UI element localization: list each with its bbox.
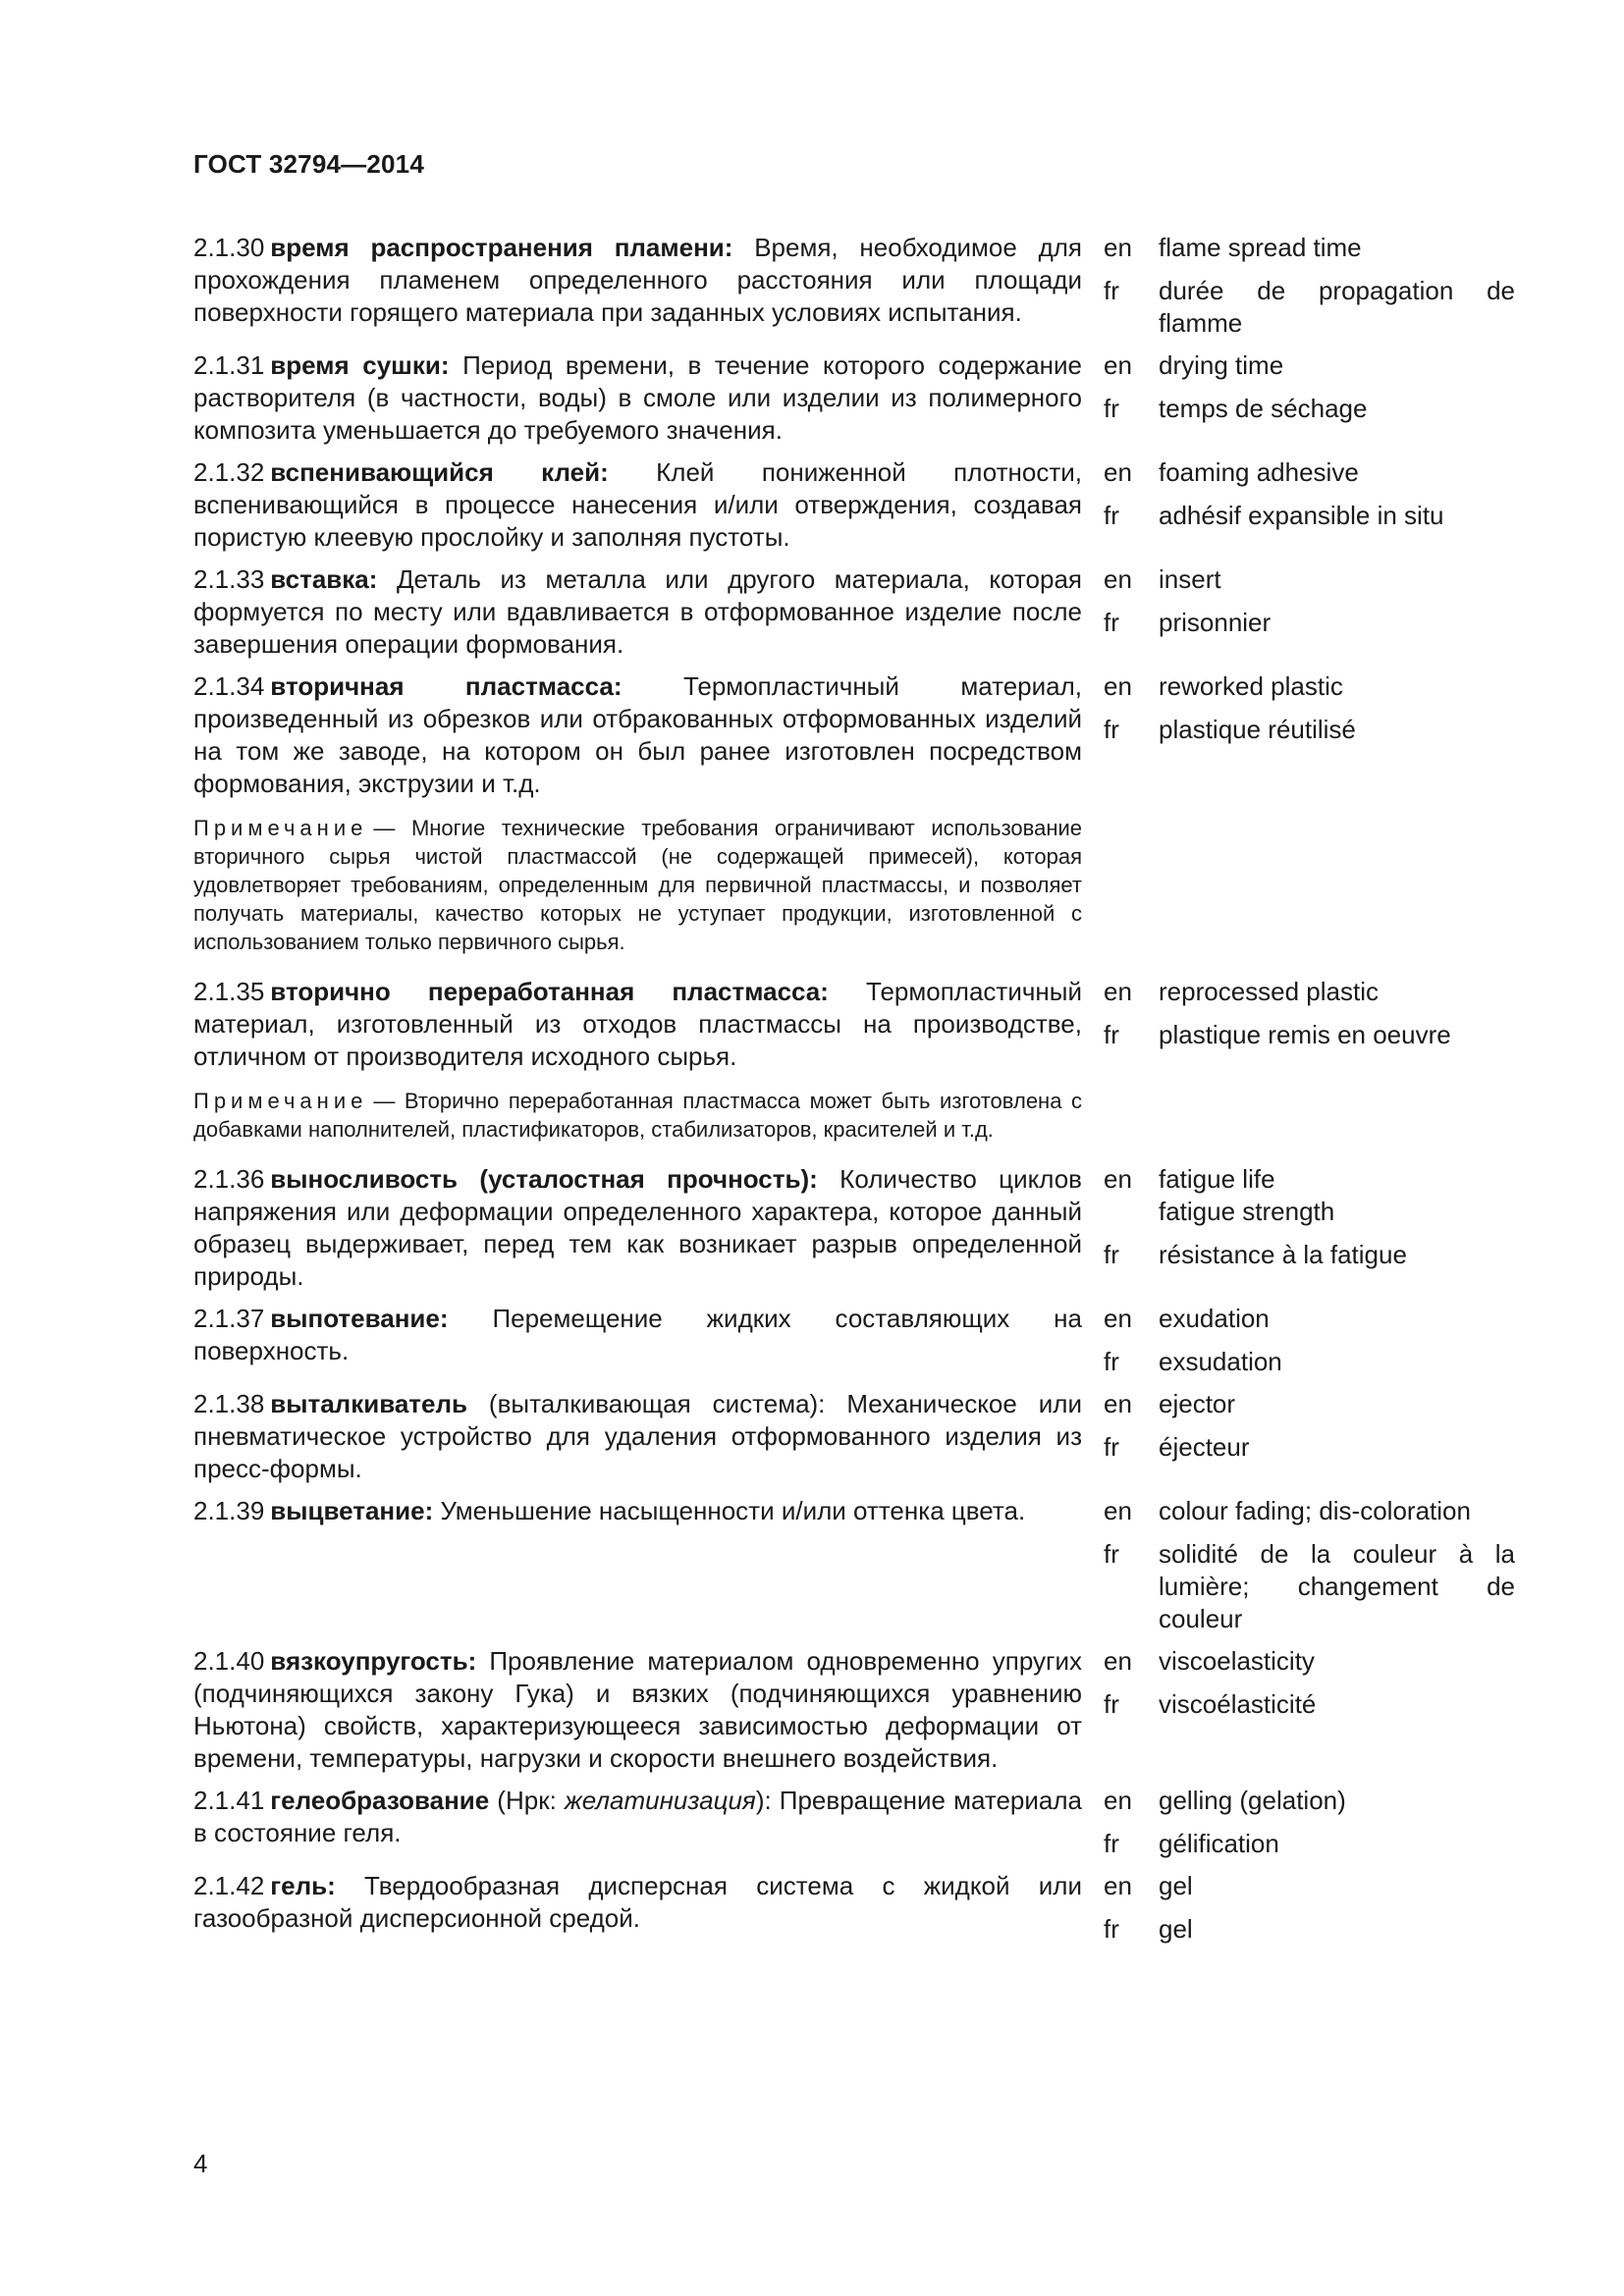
term-title: выпотевание: — [270, 1304, 449, 1333]
term-number: 2.1.39 — [193, 1496, 265, 1525]
term-text: Деталь из металла или другого материала, которая формуется по месту или вдавливается в отформованное изделие после завершения операции формования. — [193, 564, 1082, 659]
term-equivalents — [1104, 1870, 1515, 1946]
term-definition — [193, 1870, 1082, 1935]
term-definition — [193, 1303, 1082, 1367]
term-equivalents — [1104, 1785, 1515, 1860]
en-equivalent: en ejector — [1104, 1389, 1236, 1418]
term-equivalents — [1104, 456, 1515, 532]
en-equivalent: en exudation — [1104, 1304, 1270, 1333]
fr-equivalent: fr adhésif expansible in situ — [1104, 501, 1444, 530]
en-equivalent: en gel — [1104, 1871, 1193, 1900]
term-entry — [193, 1388, 1515, 1485]
term-title: вторично переработанная пластмасса: — [270, 977, 829, 1006]
fr-equivalent: fr plastique remis en oeuvre — [1104, 1020, 1451, 1049]
term-title: выцветание: — [270, 1496, 434, 1525]
term-number: 2.1.42 — [193, 1871, 265, 1900]
fr-equivalent: fr gel — [1104, 1914, 1193, 1944]
term-number: 2.1.31 — [193, 350, 265, 380]
en-equivalent: en fatigue life fatigue strength — [1104, 1164, 1335, 1226]
fr-equivalent: fr exsudation — [1104, 1347, 1282, 1376]
term-entry — [193, 349, 1515, 447]
term-definition — [193, 670, 1082, 800]
term-number: 2.1.34 — [193, 671, 265, 701]
term-equivalents — [1104, 1495, 1515, 1635]
term-title: вторичная пластмасса: — [270, 671, 623, 701]
term-equivalents — [1104, 563, 1515, 639]
en-equivalent: en drying time — [1104, 350, 1284, 380]
term-title: вспенивающийся клей: — [270, 457, 609, 487]
term-definition — [193, 1495, 1082, 1527]
term-equivalents — [1104, 976, 1515, 1051]
term-text: Твердообразная дисперсная система с жидкой или газообразной дисперсионной средой. — [193, 1871, 1082, 1933]
term-number: 2.1.30 — [193, 233, 265, 262]
fr-equivalent: fr résistance à la fatigue — [1104, 1240, 1407, 1269]
term-equivalents — [1104, 670, 1515, 746]
term-entry — [193, 1163, 1515, 1293]
term-definition — [193, 1388, 1082, 1485]
fr-equivalent: fr plastique réutilisé — [1104, 715, 1356, 744]
term-title: гель: — [270, 1871, 336, 1900]
term-number: 2.1.40 — [193, 1646, 265, 1676]
term-entry — [193, 1870, 1515, 1946]
term-equivalents — [1104, 232, 1515, 340]
term-equivalents — [1104, 1388, 1515, 1464]
term-title: выталкиватель — [270, 1389, 467, 1418]
term-title: вязкоупругость: — [270, 1646, 477, 1676]
term-definition — [193, 1163, 1082, 1293]
term-entry — [193, 456, 1515, 554]
term-text: Уменьшение насыщенности и/или оттенка цвета. — [433, 1496, 1026, 1525]
term-definition — [193, 1785, 1082, 1849]
en-equivalent: en foaming adhesive — [1104, 457, 1359, 487]
term-text: Время, необходимое для прохождения пламенем определенного расстояния или площади поверхности горящего материала при заданных условиях испытания. — [193, 233, 1082, 327]
term-note — [193, 814, 1082, 956]
page-number: 4 — [193, 2149, 208, 2178]
en-equivalent: en reworked plastic — [1104, 671, 1343, 701]
term-definition — [193, 232, 1082, 329]
term-entry — [193, 976, 1515, 1073]
term-text: Проявление материалом одновременно упругих (подчиняющихся закону Гука) и вязких (подчиняющихся уравнению Ньютона) свойств, характеризующееся зависимостью деформации от времени, температуры, нагрузки и скорости внешнего воздействия. — [193, 1646, 1082, 1773]
term-number: 2.1.36 — [193, 1164, 265, 1194]
term-text: Количество циклов напряжения или деформации определенного характера, которое данный образец выдерживает, перед тем как возникает разрыв определенной природы. — [193, 1164, 1082, 1291]
fr-equivalent: fr viscoélasticité — [1104, 1689, 1317, 1719]
term-equivalents — [1104, 1303, 1515, 1378]
term-text: Термопластичный материал, произведенный из обрезков или отбракованных отформованных изделий на том же заводе, на котором он был ранее изготовлен посредством формования, экструзии и т.д. — [193, 671, 1083, 798]
term-definition — [193, 456, 1082, 554]
note-text: — Многие технические требования ограничивают использование вторичного сырья чистой пластмассой (не содержащей примесей), которая удовлетворяет требованиям, определенным для первичной пластмассы, и позволяет получать материалы, качество которых не уступает продукции, изготовленной с использованием только первичного сырья. — [193, 816, 1082, 954]
fr-equivalent: fr temps de séchage — [1104, 394, 1368, 423]
term-title: гелеобразование — [270, 1786, 490, 1815]
term-title: вставка: — [270, 564, 378, 594]
en-equivalent: en gelling (gelation) — [1104, 1786, 1346, 1815]
term-title: выносливость (усталостная прочность): — [270, 1164, 818, 1194]
term-entry — [193, 232, 1515, 340]
fr-equivalent: fr prisonnier — [1104, 608, 1272, 637]
term-title: время распространения пламени: — [270, 233, 733, 262]
term-equivalents — [1104, 1645, 1515, 1721]
term-number: 2.1.33 — [193, 564, 265, 594]
term-number: 2.1.38 — [193, 1389, 265, 1418]
term-note — [193, 1087, 1082, 1144]
note-label: Примечание — [193, 1089, 368, 1113]
term-definition — [193, 563, 1082, 661]
note-label: Примечание — [193, 816, 368, 840]
term-entry — [193, 1303, 1515, 1378]
term-text: Клей пониженной плотности, вспенивающийся в процессе нанесения и/или отверждения, создавая пористую клеевую прослойку и заполняя пустоты. — [193, 457, 1082, 552]
term-entry — [193, 563, 1515, 661]
fr-equivalent: fr éjecteur — [1104, 1432, 1250, 1462]
document-header: ГОСТ 32794—2014 — [193, 149, 424, 179]
term-definition — [193, 349, 1082, 447]
fr-equivalent: fr solidité de la couleur à la lumière; changement de couleur — [1104, 1539, 1515, 1633]
fr-equivalent: fr durée de propagation de flamme — [1104, 276, 1515, 338]
term-entry — [193, 1495, 1515, 1635]
term-number: 2.1.35 — [193, 977, 265, 1006]
term-text: (выталкивающая система): Механическое или пневматическое устройство для удаления отформованного изделия из пресс-формы. — [193, 1389, 1082, 1483]
en-equivalent: en viscoelasticity — [1104, 1646, 1315, 1676]
term-text: Перемещение жидких составляющих на поверхность. — [193, 1304, 1082, 1365]
term-text: Термопластичный материал, изготовленный из отходов пластмассы на производстве, отличном от производителя исходного сырья. — [193, 977, 1082, 1071]
term-definition — [193, 976, 1082, 1073]
term-title: время сушки: — [270, 350, 450, 380]
en-equivalent: en insert — [1104, 564, 1221, 594]
term-text: ): Превращение материала в состояние геля. — [193, 1786, 1082, 1847]
term-entry — [193, 670, 1515, 800]
term-number: 2.1.41 — [193, 1786, 265, 1815]
terms-list — [193, 232, 1515, 1946]
term-equivalents — [1104, 1163, 1515, 1271]
term-number: 2.1.32 — [193, 457, 265, 487]
fr-equivalent: fr gélification — [1104, 1829, 1279, 1858]
term-deprecated-synonym: желатинизация — [564, 1786, 756, 1815]
term-text: Период времени, в течение которого содержание растворителя (в частности, воды) в смоле или изделии из полимерного композита уменьшается до требуемого значения. — [193, 350, 1083, 445]
en-equivalent: en colour fading; dis-coloration — [1104, 1496, 1471, 1525]
term-number: 2.1.37 — [193, 1304, 265, 1333]
term-entry — [193, 1645, 1515, 1775]
term-text: (Нрк: — [489, 1786, 565, 1815]
note-text: — Вторично переработанная пластмасса может быть изготовлена с добавками наполнителей, пластификаторов, стабилизаторов, красителей и т.д. — [193, 1089, 1082, 1142]
en-equivalent: en flame spread time — [1104, 233, 1362, 262]
term-entry — [193, 1785, 1515, 1860]
en-equivalent: en reprocessed plastic — [1104, 977, 1379, 1006]
term-definition — [193, 1645, 1082, 1775]
term-equivalents — [1104, 349, 1515, 425]
